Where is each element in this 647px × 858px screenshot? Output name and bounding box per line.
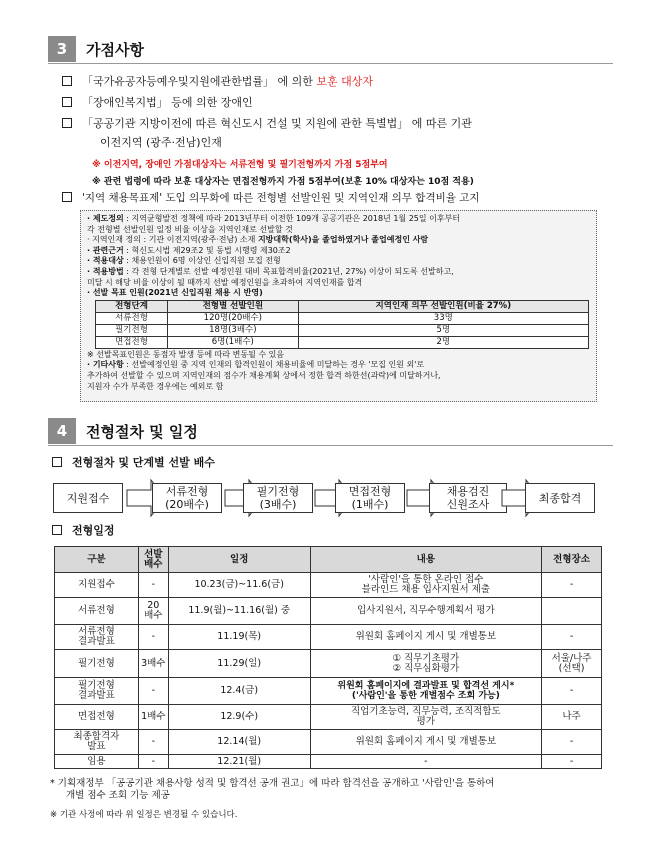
table-row: 서류전형 20 배수 11.9(월)~11.16(월) 중 입사지원서, 직무수행계획서 평가 (55, 598, 602, 625)
note-red: ※ 이전지역, 장애인 가점대상자는 서류전형 및 필기전형까지 가점 5점부여 (92, 160, 388, 170)
table-header: 일정 (168, 547, 310, 573)
checkbox-icon (62, 192, 72, 202)
checkbox-icon (62, 76, 72, 86)
quota-table (95, 300, 589, 349)
table-row: 면접전형 1배수 12.9(수) 직업기초능력, 직무능력, 조직적합도 평가 나주 (55, 705, 602, 730)
list-item: 「공공기관 지방이전에 따른 혁신도시 건설 및 지원에 관한 특별법」 에 따른 기관 (62, 117, 472, 131)
table-row: 지원접수 - 10.23(금)~11.6(금) '사람인'을 통한 온라인 접수 블라인드 채용 입사지원서 제출 - (55, 573, 602, 598)
table-row: 필기전형 3배수 11.29(일) ① 직무기초평가 ② 직무심화평가 서울/나주 (선택) (55, 650, 602, 678)
table-header: 전형별 선발인원 (168, 300, 299, 312)
table-row: 필기전형 18명(3배수) 5명 (96, 324, 589, 336)
checkbox-icon (62, 118, 72, 128)
checkbox-icon (62, 97, 72, 107)
subheading: 전형일정 (52, 524, 115, 538)
table-row: 임용 - 12.21(월) - - (55, 755, 602, 769)
table-header: 전형장소 (542, 547, 602, 573)
table-header: 지역인재 의무 선발인원(비율 27%) (298, 300, 588, 312)
flow-step: 필기전형 (3배수) (243, 483, 313, 513)
note: ※ 관련 법령에 따라 보훈 대상자는 면접전형까지 가점 5점부여(보훈 10% 대상자는 10점 적용) (92, 177, 474, 187)
table-header: 내용 (310, 547, 541, 573)
flow-step: 최종합격 (525, 483, 595, 513)
footnote: * 기획재정부 「공공기관 채용사항 성적 및 합격선 공개 권고」에 따라 합격선을 공개하고 '사람인'을 통하여 (50, 778, 495, 789)
checkbox-icon (52, 525, 62, 535)
regional-quota-info-box: · 제도정의 : 지역균형발전 정책에 따라 2013년부터 이전한 109개 공공기관은 2018년 1월 25일 이후부터 각 전형별 선발인원 일정 비율 이상을 지역인재로 선발할 것 · 지역인재 정의 : 기관 이전지역(광주·전남) 소재 지방대학(학사)을 졸업하였거나 졸업예정인 사람 · 관련근거 : 혁신도시법 제29조2 및 동법 시행령 제30조2 · 적용대상 : 채용인원이 6명 이상인 신입직원 모집 전형 · 적용방법 : 각 전형 단계별로 선발 예정인원 대비 목표합격비율(2021년, 27%) 이상이 되도록 선발하고, 미달 시 해당 비율 이상이 될 때까지 선발 예정인원을 초과하여 지역인재를 합격 · 선발 목표 인원(2021년 신입직원 채용 시 반영) 전형단계 전형별 선발인원 지역인재 의무 선발인원(비율 27%) 서류전형 120명(20배수) 33명 필기전형 18명(3배수) 5명 면접전형 6명(1배수) 2명 ※ 선발목표인원은 동점자 발생 등에 따라 변동될 수 있음 · 기타사항 : 선발예정인원 중 지역 인재의 합격인원이 채용비율에 미달하는 경우 '모집 인원 외'로 추가하여 선발할 수 있으며 지역인재의 점수가 채용계획 상에서 정한 합격 하한선(과락)에 미달하거나, 지원자 수가 부족한 경우에는 예외로 함 (80, 210, 597, 402)
section-number: 3 (48, 36, 76, 62)
divider (48, 63, 613, 64)
table-row: 서류전형 120명(20배수) 33명 (96, 312, 589, 324)
divider (48, 445, 613, 446)
table-row: 면접전형 6명(1배수) 2명 (96, 336, 589, 348)
list-item: '지역 채용목표제' 도입 의무화에 따른 전형별 선발인원 및 지역인재 의무 합격비율 고지 (62, 191, 480, 205)
section-title: 가점사항 (86, 41, 144, 59)
checkbox-icon (52, 457, 62, 467)
section-3-header (48, 36, 613, 62)
flow-step: 면접전형 (1배수) (335, 483, 405, 513)
section-number: 4 (48, 418, 76, 444)
section-title: 전형절차 및 일정 (86, 423, 198, 441)
section-4-header (48, 418, 613, 444)
schedule-table (54, 546, 602, 769)
process-flow (53, 478, 595, 518)
table-row: 서류전형 결과발표 - 11.19(목) 위원회 홈페이지 게시 및 개별통보 - (55, 625, 602, 650)
flow-step: 지원접수 (53, 483, 123, 513)
table-row: 최종합격자 발표 - 12.14(월) 위원회 홈페이지 게시 및 개별통보 - (55, 730, 602, 755)
list-item: 「국가유공자등예우및지원에관한법률」 에 의한 보훈 대상자 (62, 75, 373, 89)
footnote: ※ 기관 사정에 따라 위 일정은 변경될 수 있습니다. (50, 810, 238, 820)
list-item-continuation: 이전지역 (광주·전남)인재 (100, 136, 222, 149)
table-header: 전형단계 (96, 300, 168, 312)
table-row: 필기전형 결과발표 - 12.4(금) 위원회 홈페이지에 결과발표 및 합격선 게시* ('사람인'을 통한 개별점수 조회 가능) - (55, 678, 602, 705)
list-item: 「장애인복지법」 등에 의한 장애인 (62, 96, 253, 110)
subheading: 전형절차 및 단계별 선발 배수 (52, 456, 215, 470)
footnote: 개별 점수 조회 기능 제공 (66, 790, 170, 801)
flow-step: 채용검진 신원조사 (429, 483, 507, 513)
table-header: 구분 (55, 547, 139, 573)
flow-step: 서류전형 (20배수) (152, 483, 222, 513)
table-header: 선발 배수 (138, 547, 168, 573)
